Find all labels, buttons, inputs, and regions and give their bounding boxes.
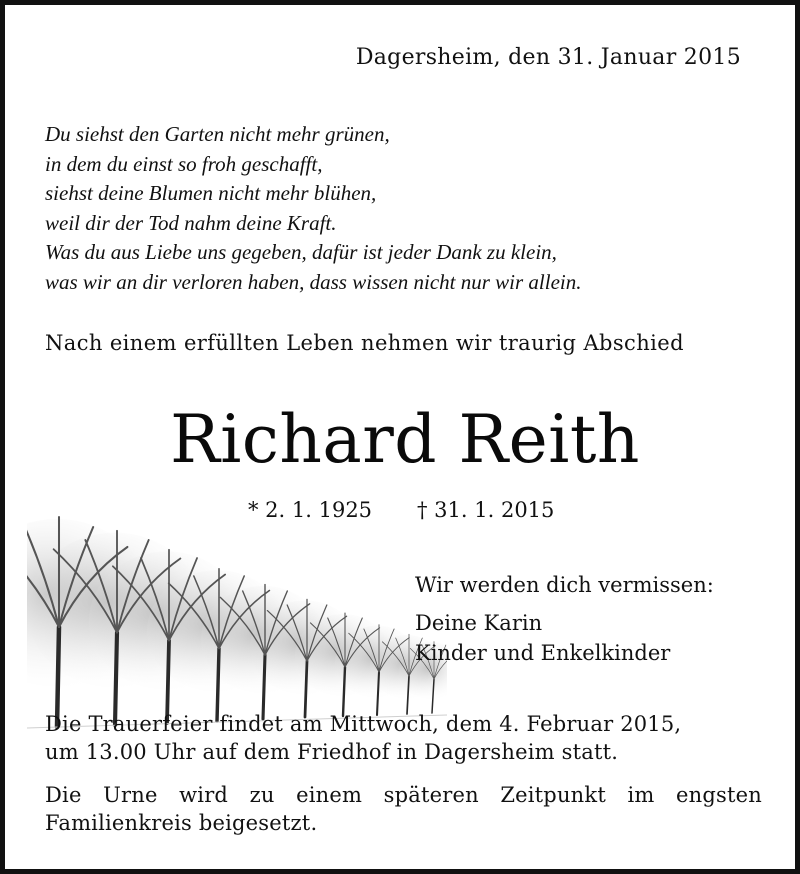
poem-line: was wir an dir verloren haben, dass wissen nicht nur wir allein. bbox=[45, 269, 582, 294]
urn-line: Familienkreis beigesetzt. bbox=[45, 811, 318, 835]
poem-line: in dem du einst so froh geschafft, bbox=[45, 151, 323, 176]
tree-row-image bbox=[27, 445, 447, 740]
poem-line: weil dir der Tod nahm deine Kraft. bbox=[45, 210, 337, 235]
urn-line: Die Urne wird zu einem späteren Zeitpunkt im engsten bbox=[45, 783, 762, 807]
funeral-info bbox=[45, 710, 681, 766]
mourners-signoff bbox=[415, 570, 714, 668]
signoff-line: Kinder und Enkelkinder bbox=[415, 641, 671, 665]
signoff-line: Wir werden dich vermissen: bbox=[415, 573, 714, 597]
poem bbox=[45, 120, 581, 297]
poem-line: siehst deine Blumen nicht mehr blühen, bbox=[45, 181, 377, 205]
signoff-line: Deine Karin bbox=[415, 611, 543, 635]
birth-date: * 2. 1. 1925 bbox=[248, 498, 373, 522]
funeral-line: Die Trauerfeier findet am Mittwoch, dem 4. Februar 2015, bbox=[45, 712, 682, 736]
poem-line: Was du aus Liebe uns gegeben, dafür ist jeder Dank zu klein, bbox=[45, 240, 557, 264]
poem-line: Du siehst den Garten nicht mehr grünen, bbox=[45, 122, 390, 146]
funeral-line: um 13.00 Uhr auf dem Friedhof in Dagersheim statt. bbox=[45, 740, 619, 764]
farewell-intro: Nach einem erfüllten Leben nehmen wir traurig Abschied bbox=[45, 331, 684, 355]
urn-info bbox=[45, 781, 762, 837]
death-date: † 31. 1. 2015 bbox=[417, 498, 555, 522]
deceased-name: Richard Reith bbox=[170, 401, 640, 478]
place-date: Dagersheim, den 31. Januar 2015 bbox=[355, 45, 741, 70]
